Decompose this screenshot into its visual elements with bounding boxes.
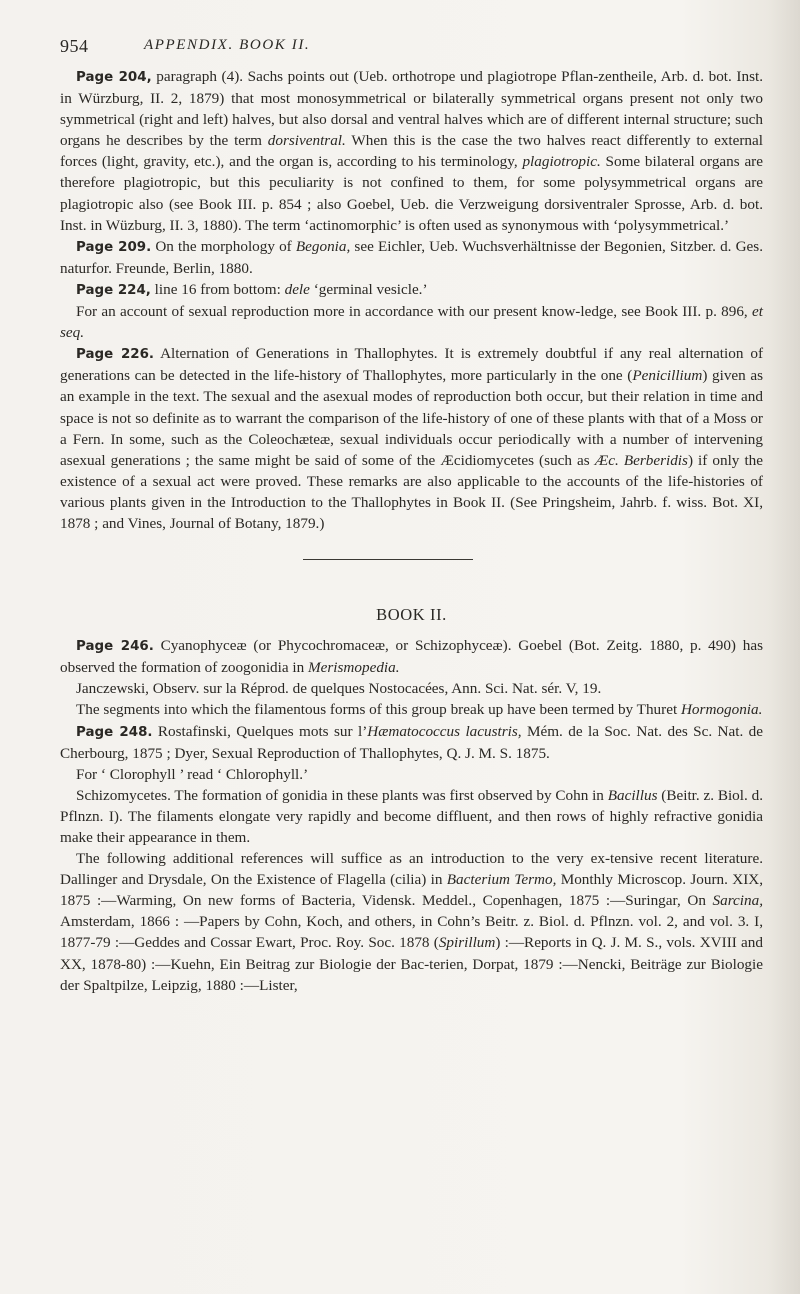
running-head: APPENDIX. BOOK II. — [144, 37, 311, 53]
page-number: 954 — [60, 36, 89, 56]
page-ref: Page 246. — [76, 639, 154, 655]
note-janczewski: Janczewski, Observ. sur la Réprod. de quelques Nostocacées, Ann. Sci. Nat. sér. V, 19. — [76, 680, 602, 698]
note-sexual-reproduction: For an account of sexual reproduction more in accordance with our present know-ledge, see Book III. p. 896, et seq. — [60, 303, 763, 342]
note-page-248: Page 248. Rostafinski, Quelques mots sur l’Hæmatococcus lacustris, Mém. de la Soc. Nat. des Sc. Nat. de Cherbourg, 1875 ; Dyer, Sexual Reproduction of Thallophytes, Q. J. M. S. 1875. — [60, 722, 763, 762]
page-ref: Page 248. — [76, 724, 153, 740]
page-ref: Page 209. — [76, 239, 152, 255]
body-text — [60, 66, 763, 996]
page-ref: Page 226. — [76, 347, 154, 363]
note-page-224: Page 224, line 16 from bottom: dele ‘germinal vesicle.’ — [76, 280, 428, 298]
note-hormogonia: The segments into which the filamentous forms of this group break up have been termed by Thuret Hormogonia. — [76, 701, 763, 719]
note-page-209: Page 209. On the morphology of Begonia, see Eichler, Ueb. Wuchsverhältnisse der Begonien, Sitzber. d. Ges. naturfor. Freunde, Berlin, 1880. — [60, 237, 764, 277]
note-page-204: Page 204, paragraph (4). Sachs points out (Ueb. orthotrope und plagiotrope Pflan-zentheile, Arb. d. bot. Inst. in Würzburg, II. 2, 1879) that most monosymmetrical or bilaterally symmetrical organs present not only two symmetrical (right and left) halves, but also dorsal and ventral halves which are of different internal structure; such organs he describes by the term dorsiventral. When this is the case the two halves react differently to external forces (light, gravity, etc.), and the organ is, according to his terminology, plagiotropic. Some bilateral organs are therefore plagiotropic, but this peculiarity is not confined to them, for some polysymmetrical organs are plagiotropic also (see Book III. p. 854 ; also Goebel, Ueb. die Verzweigung dorsiventraler Sprosse, Arb. d. bot. Inst. in Wüzburg, II. 3, 1880). The term ‘actinomorphic’ is often used as synonymous with ‘polysymmetrical.’ — [60, 68, 763, 234]
page-ref: Page 204, — [76, 70, 152, 85]
note-chlorophyll: For ‘ Clorophyll ’ read ‘ Chlorophyll.’ — [76, 765, 309, 783]
section-divider — [303, 559, 473, 560]
note-page-246: Page 246. Cyanophyceæ (or Phycochromaceæ, or Schizophyceæ). Goebel (Bot. Zeitg. 1880, p. 490) has observed the formation of zoogonidia in Merismopedia. — [60, 637, 763, 677]
page-ref: Page 224, — [76, 282, 151, 298]
note-page-226: Page 226. Alternation of Generations in Thallophytes. It is extremely doubtful if any real alternation of generations can be detected in the life-history of Thallophytes, more particularly in the one (Penicillium) given as an example in the text. The sexual and the asexual modes of reproduction both occur, but their relation in time and space is not so definite as to warrant the comparison of the life-history of one of these plants with that of a Moss or a Fern. In some, such as the Coleochæteæ, sexual individuals occur periodically with a number of intervening asexual generations ; the same might be said of some of the Æcidiomycetes (such as Æc. Berberidis) if only the existence of a sexual act were proved. These remarks are also applicable to the accounts of the life-histories of various plants given in the Introduction to the Thallophytes in Book II. (See Pringsheim, Jahrb. f. wiss. Bot. XI, 1878 ; and Vines, Journal of Botany, 1879.) — [60, 345, 764, 532]
note-schizomycetes: Schizomycetes. The formation of gonidia in these plants was first observed by Cohn in Bacillus (Beitr. z. Biol. d. Pflnzn. I). The filaments elongate very rapidly and become diffluent, and then rows of highly refractive gonidia make their appearance in them. — [60, 786, 763, 846]
note-references: The following additional references will suffice as an introduction to the very ex-tensive recent literature. Dallinger and Drysdale, On the Existence of Flagella (cilia) in Bacterium Termo, Monthly Microscop. Journ. XIX, 1875 :—Warming, On new forms of Bacteria, Vidensk. Meddel., Copenhagen, 1875 :—Suringar, On Sarcina, Amsterdam, 1866 : —Papers by Cohn, Koch, and others, in Cohn’s Beitr. z. Biol. d. Pflnzn. vol. 2, and vol. 3. I, 1877-79 :—Geddes and Cossar Ewart, Proc. Roy. Soc. 1878 (Spirillum) :—Reports in Q. J. M. S., vols. XVIII and XX, 1878-80) :—Kuehn, Ein Beitrag zur Biologie der Bac-terien, Dorpat, 1879 :—Nencki, Beiträge zur Biologie der Spaltpilze, Leipzig, 1880 :—Lister, — [60, 850, 764, 994]
book-heading: BOOK II. — [376, 605, 447, 625]
page-header — [60, 36, 680, 62]
